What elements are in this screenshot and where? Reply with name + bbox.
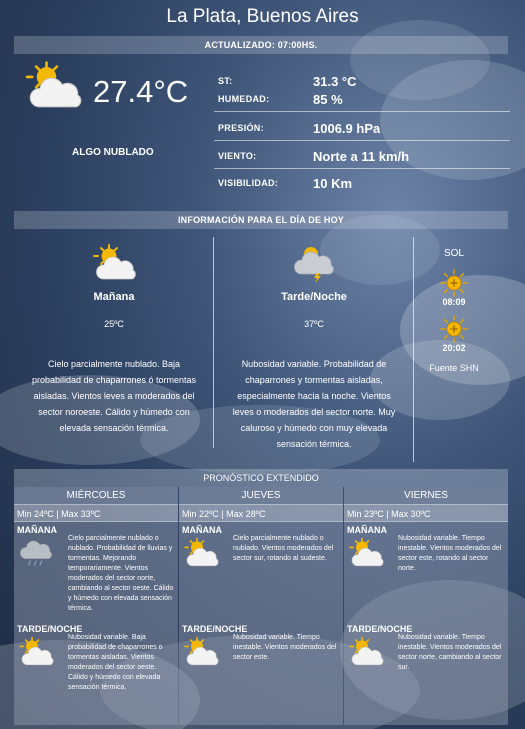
sun-panel xyxy=(413,248,495,373)
sun-with-cloud-icon xyxy=(20,60,86,112)
stat-label: VIENTO: xyxy=(218,151,257,161)
forecast-evening xyxy=(344,621,508,673)
day-minmax: Min 23ºC | Max 30ºC xyxy=(344,504,508,522)
day-name: JUEVES xyxy=(179,487,343,504)
period-label: TARDE/NOCHE xyxy=(17,624,83,634)
period-description: Nubosidad variable. Tiempo inestable. Vientos moderados del sector este, rotando al sector norte. xyxy=(398,535,502,572)
stat-wind xyxy=(214,149,510,173)
stat-divider xyxy=(214,140,510,141)
period-description: Nubosidad variable. Tiempo inestable. Vientos moderados del sector norte, cambiando al sector sur. xyxy=(398,634,502,671)
period-temp: 37ºC xyxy=(304,319,324,329)
sunrise-time: 08:09 xyxy=(442,297,466,307)
day-minmax: Min 24ºC | Max 33ºC xyxy=(14,504,178,522)
forecast-day xyxy=(14,487,178,725)
day-minmax: Min 22ºC | Max 28ºC xyxy=(179,504,343,522)
day-name: MIÉRCOLES xyxy=(14,487,178,504)
partly-cloudy-icon xyxy=(346,537,386,569)
today-afternoon xyxy=(226,243,402,452)
period-label: MAÑANA xyxy=(347,525,387,535)
forecast-morning xyxy=(179,522,343,621)
forecast-morning xyxy=(14,522,178,621)
cloud-rain-icon xyxy=(16,537,56,569)
today-morning xyxy=(24,243,204,436)
period-temp: 25ºC xyxy=(104,319,124,329)
partly-cloudy-icon xyxy=(16,636,56,668)
period-description: Nubosidad variable. Probabilidad de chaparrones y tormentas aisladas, especialmente hacia la noche. Vientos leves o moderados del sector norte. Muy caluroso y húmedo con muy elevada sensación térmica. xyxy=(232,359,396,449)
stat-value: 1006.9 hPa xyxy=(313,121,381,136)
storm-cloud-icon xyxy=(289,243,339,283)
period-description: Cielo parcialmente nublado o nublado. Vientos moderados del sector sur, rotando al sudeste. xyxy=(233,535,334,562)
day-name: VIERNES xyxy=(344,487,508,504)
column-divider xyxy=(213,237,214,448)
stat-value: 10 Km xyxy=(313,176,353,191)
extended-header: PRONÓSTICO EXTENDIDO xyxy=(14,469,508,487)
updated-banner: ACTUALIZADO: 07:00HS. xyxy=(14,36,508,54)
stat-value: Norte a 11 km/h xyxy=(313,149,410,164)
stat-label: PRESIÓN: xyxy=(218,123,264,133)
period-description: Cielo parcialmente nublado o nublado. Probabilidad de lluvias y tormentas. Mejorando temporariamente. Vientos moderados del sector norte, cambiando al sector oeste. Cálido y húmedo con elevada sensación térmica. xyxy=(68,535,174,612)
period-description: Nubosidad variable. Tiempo inestable. Vientos moderados del sector este. xyxy=(233,634,337,661)
period-description: Cielo parcialmente nublado. Baja probabilidad de chaparrones ó tormentas aisladas. Vientos leves a moderados del sector noroeste. Cálido y húmedo con elevada sensación térmica. xyxy=(31,359,197,433)
period-description: Nubosidad variable. Baja probabilidad de chaparrones o tormentas aisladas. Vientos moderados del sector oeste. Cálido y húmedo con elevada sensación térmica. xyxy=(68,634,163,691)
today-header: INFORMACIÓN PARA EL DÍA DE HOY xyxy=(14,211,508,229)
period-label: MAÑANA xyxy=(182,525,222,535)
sunrise-icon xyxy=(440,269,468,297)
stat-divider xyxy=(214,168,510,169)
period-label: TARDE/NOCHE xyxy=(182,624,248,634)
period-label: TARDE/NOCHE xyxy=(347,624,413,634)
stat-label: ST: xyxy=(218,76,233,86)
partly-cloudy-icon xyxy=(89,243,139,283)
forecast-day xyxy=(179,487,343,725)
partly-cloudy-icon xyxy=(181,537,221,569)
stat-humidity xyxy=(214,92,510,116)
sun-label: SOL xyxy=(443,248,464,259)
period-label: MAÑANA xyxy=(17,525,57,535)
period-name: Mañana xyxy=(93,291,135,303)
period-name: Tarde/Noche xyxy=(281,291,347,303)
forecast-day xyxy=(344,487,508,725)
extended-forecast xyxy=(14,469,508,725)
location-title: La Plata, Buenos Aires xyxy=(166,6,359,27)
current-condition: ALGO NUBLADO xyxy=(72,147,154,158)
sun-source: Fuente SHN xyxy=(429,363,479,373)
stat-label: VISIBILIDAD: xyxy=(218,178,279,188)
stat-label: HUMEDAD: xyxy=(218,94,270,104)
forecast-evening xyxy=(14,621,178,693)
partly-cloudy-icon xyxy=(346,636,386,668)
forecast-evening xyxy=(179,621,343,663)
partly-cloudy-icon xyxy=(181,636,221,668)
current-temperature: 27.4°C xyxy=(93,74,189,109)
stat-value: 31.3 °C xyxy=(313,74,357,89)
forecast-morning xyxy=(344,522,508,621)
stat-visibility xyxy=(214,176,510,200)
sunset-icon xyxy=(440,315,468,343)
stat-value: 85 % xyxy=(313,92,343,107)
stat-pressure xyxy=(214,121,510,145)
sunset-time: 20:02 xyxy=(442,343,466,353)
stat-divider xyxy=(214,111,510,112)
